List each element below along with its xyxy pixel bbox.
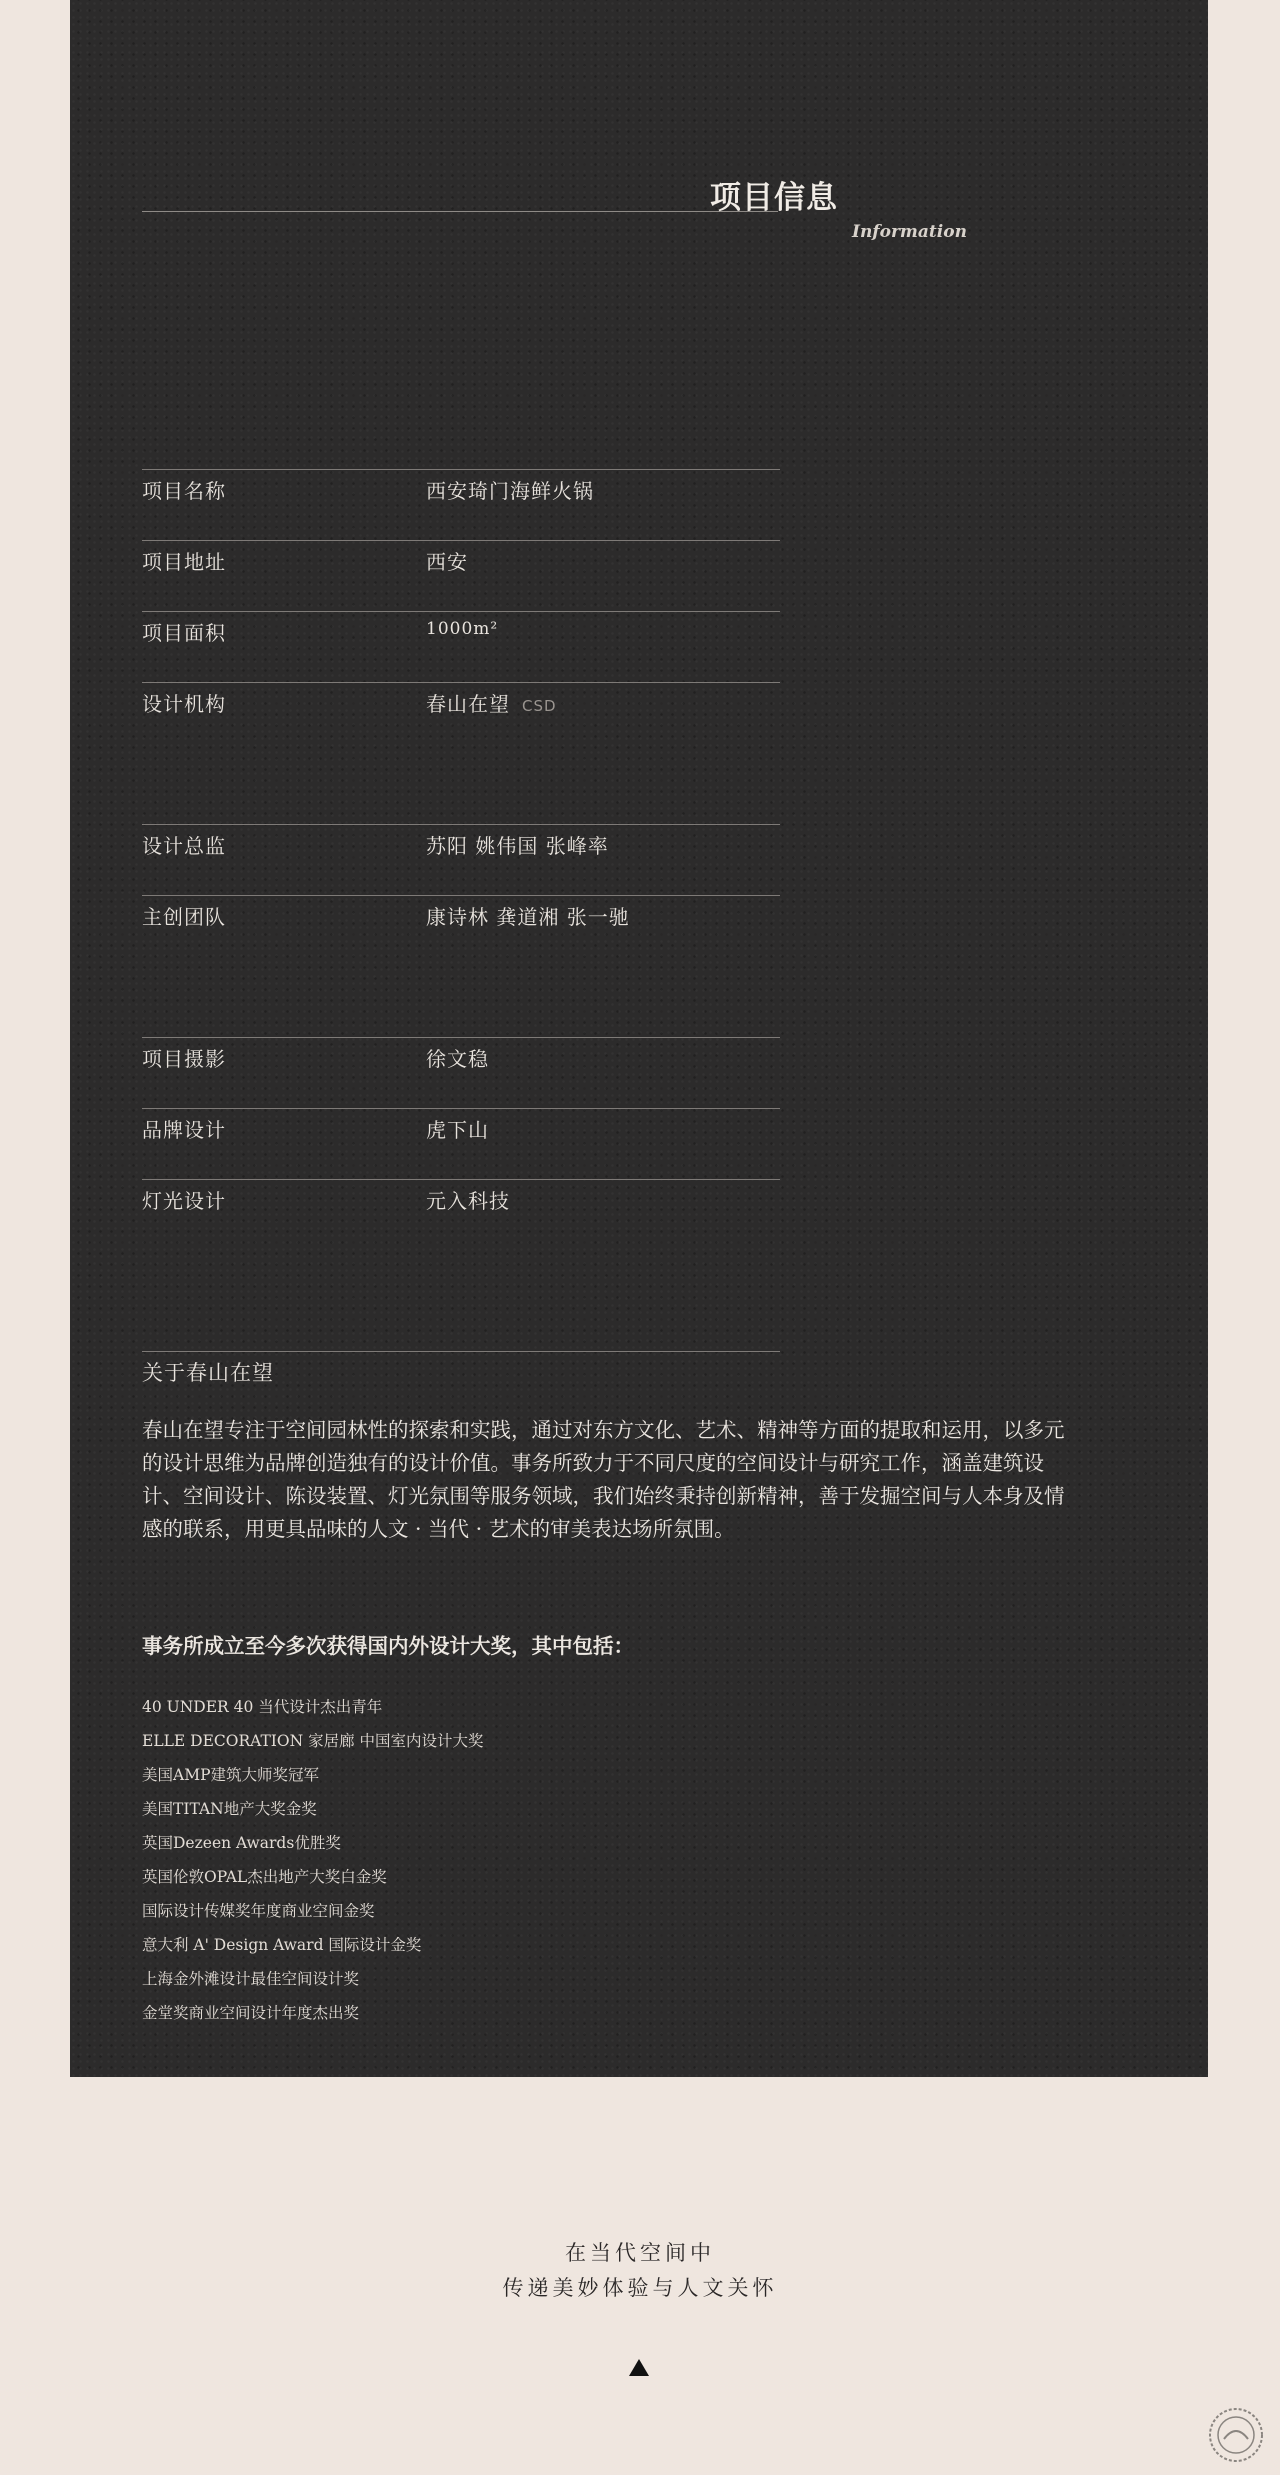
- info-value-text: 西安琦门海鲜火锅: [426, 479, 594, 503]
- section-title: 项目信息: [710, 180, 838, 216]
- row-divider: [142, 540, 780, 541]
- info-label-creative-team: 主创团队: [142, 905, 226, 929]
- row-divider: [142, 611, 780, 612]
- award-item: 美国TITAN地产大奖金奖: [142, 1800, 317, 1818]
- project-info-panel: [70, 0, 1208, 2077]
- info-value-text: 元入科技: [426, 1189, 510, 1213]
- row-divider: [142, 824, 780, 825]
- awards-list: [142, 1697, 484, 2037]
- info-label-address: 项目地址: [142, 550, 226, 574]
- info-value-lighting-design: [426, 1185, 510, 1214]
- section-subtitle: Information: [852, 222, 967, 242]
- row-divider: [142, 469, 780, 470]
- row-divider: [142, 1037, 780, 1038]
- award-item: ELLE DECORATION 家居廊 中国室内设计大奖: [142, 1732, 484, 1750]
- row-divider: [142, 895, 780, 896]
- slogan-line-2: 传递美妙体验与人文关怀: [502, 2276, 778, 2300]
- info-value-design-agency: [426, 688, 557, 717]
- info-value-photography: [426, 1043, 489, 1072]
- info-value-text: 徐文稳: [426, 1047, 489, 1071]
- row-divider: [142, 1179, 780, 1180]
- agency-abbreviation: CSD: [522, 697, 557, 715]
- row-divider: [142, 1351, 780, 1352]
- triangle-up-icon: [629, 2359, 649, 2376]
- info-label-lighting-design: 灯光设计: [142, 1189, 226, 1213]
- award-item: 上海金外滩设计最佳空间设计奖: [142, 1970, 360, 1988]
- info-value-text: 虎下山: [426, 1118, 489, 1142]
- watermark-stamp-icon: [1206, 2405, 1266, 2465]
- award-item: 英国伦敦OPAL杰出地产大奖白金奖: [142, 1868, 387, 1886]
- info-value-text: 春山在望: [426, 692, 510, 716]
- title-divider: [142, 211, 778, 212]
- info-value-text: 1000m²: [426, 619, 499, 639]
- info-value-text: 康诗林 龚道湘 张一驰: [426, 905, 630, 929]
- info-value-area: [426, 619, 498, 639]
- award-item: 国际设计传媒奖年度商业空间金奖: [142, 1902, 375, 1920]
- row-divider: [142, 682, 780, 683]
- award-item: 金堂奖商业空间设计年度杰出奖: [142, 2004, 360, 2022]
- award-item: 意大利 A' Design Award 国际设计金奖: [142, 1936, 422, 1954]
- info-value-creative-team: [426, 901, 630, 930]
- row-divider: [142, 1108, 780, 1109]
- about-body: 春山在望专注于空间园林性的探索和实践，通过对东方文化、艺术、精神等方面的提取和运用，以多元的设计思维为品牌创造独有的设计价值。事务所致力于不同尺度的空间设计与研究工作，涵盖建筑设计、空间设计、陈设装置、灯光氛围等服务领域，我们始终秉持创新精神，善于发掘空间与人本身及情感的联系，用更具品味的人文 · 当代 · 艺术的审美表达场所氛围。: [142, 1418, 1065, 1541]
- info-label-brand-design: 品牌设计: [142, 1118, 226, 1142]
- back-to-top-button[interactable]: [627, 2358, 651, 2378]
- info-value-text: 西安: [426, 550, 468, 574]
- info-label-area: 项目面积: [142, 621, 226, 645]
- info-label-photography: 项目摄影: [142, 1047, 226, 1071]
- info-label-design-agency: 设计机构: [142, 692, 226, 716]
- info-value-text: 苏阳 姚伟国 张峰率: [426, 834, 609, 858]
- info-value-design-director: [426, 830, 609, 859]
- info-value-project-name: [426, 475, 594, 504]
- award-item: 美国AMP建筑大师奖冠军: [142, 1766, 319, 1784]
- award-item: 40 UNDER 40 当代设计杰出青年: [142, 1698, 383, 1716]
- info-value-address: [426, 546, 468, 575]
- info-label-project-name: 项目名称: [142, 479, 226, 503]
- awards-intro: 事务所成立至今多次获得国内外设计大奖，其中包括：: [142, 1634, 634, 1658]
- info-value-brand-design: [426, 1114, 489, 1143]
- info-label-design-director: 设计总监: [142, 834, 226, 858]
- award-item: 英国Dezeen Awards优胜奖: [142, 1834, 341, 1852]
- slogan-line-1: 在当代空间中: [565, 2241, 715, 2265]
- about-title: 关于春山在望: [142, 1361, 274, 1385]
